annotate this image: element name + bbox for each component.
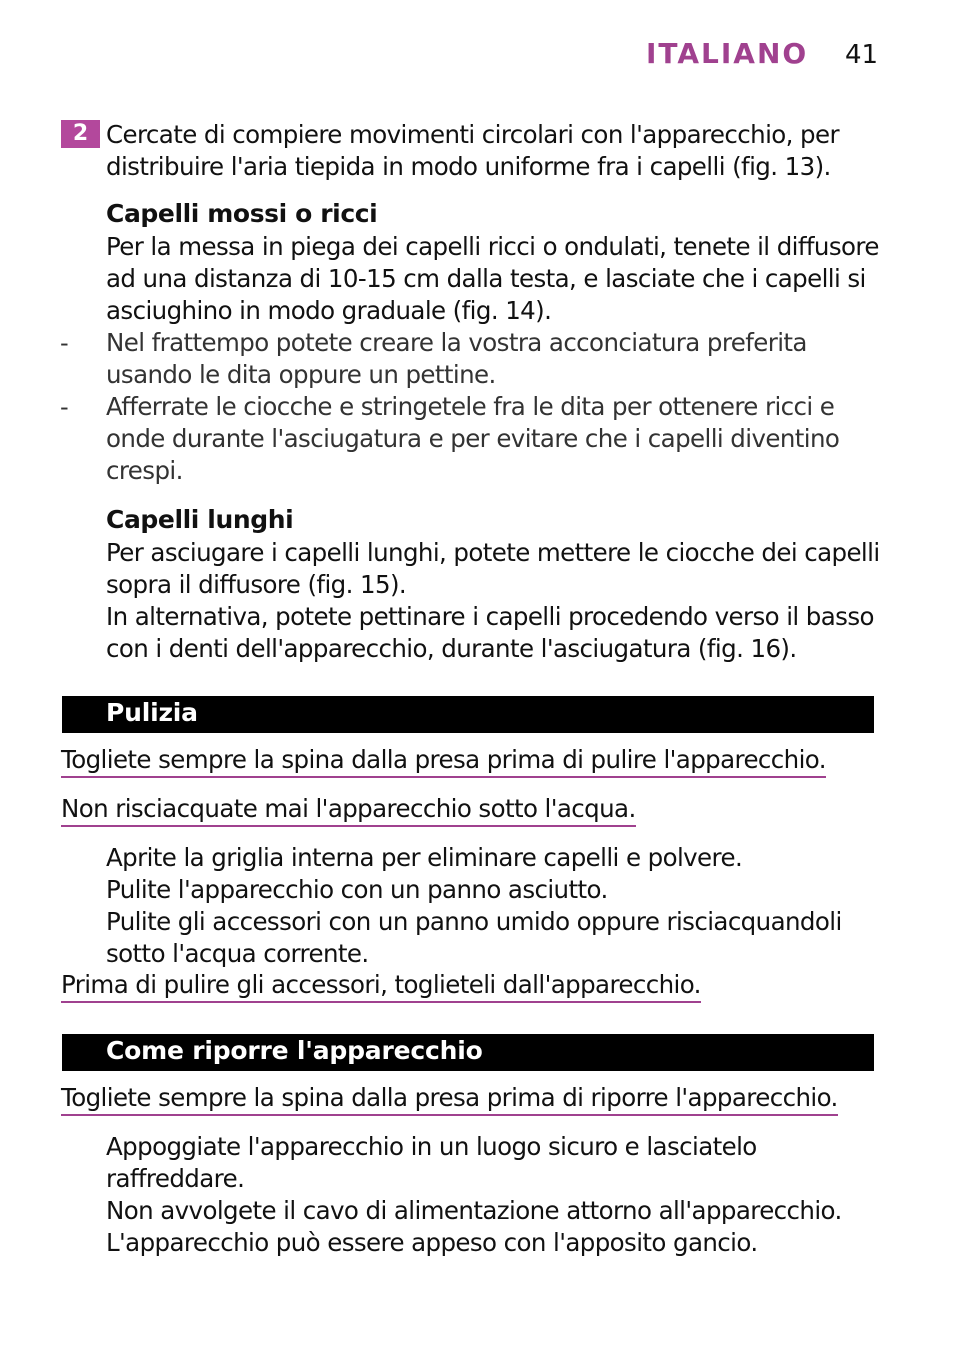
language-label: ITALIANO bbox=[646, 37, 809, 70]
storage-warning-1: Togliete sempre la spina dalla presa prima di riporre l'apparecchio. bbox=[61, 1083, 838, 1116]
wavy-hair-heading: Capelli mossi o ricci bbox=[106, 199, 378, 228]
cleaning-warning-2: Non risciacquate mai l'apparecchio sotto l'acqua. bbox=[61, 794, 636, 827]
step-2-text: Cercate di compiere movimenti circolari con l'apparecchio, per distribuire l'aria tiepida in modo uniforme fra i capelli (fig. 13). bbox=[106, 120, 839, 181]
wavy-bullet-1: Nel frattempo potete creare la vostra acconciatura preferita usando le dita oppure un pettine. bbox=[106, 328, 807, 389]
long-hair-text-1: Per asciugare i capelli lunghi, potete mettere le ciocche dei capelli sopra il diffusore (fig. 15). bbox=[106, 538, 880, 599]
storage-steps: Appoggiate l'apparecchio in un luogo sicuro e lasciatelo raffreddare. Non avvolgete il cavo di alimentazione attorno all'apparecchio. L'apparecchio può essere appeso con l'apposito gancio. bbox=[106, 1132, 842, 1257]
step-number-badge: 2 bbox=[61, 120, 100, 148]
wavy-hair-text: Per la messa in piega dei capelli ricci o ondulati, tenete il diffusore ad una distanza di 10-15 cm dalla testa, e lasciate che i capelli si asciughino in modo graduale (fig. 14). bbox=[106, 232, 879, 325]
cleaning-steps: Aprite la griglia interna per eliminare capelli e polvere. Pulite l'apparecchio con un panno asciutto. Pulite gli accessori con un panno umido oppure risciacquandoli sotto l'acqua corrente. bbox=[106, 843, 842, 968]
cleaning-warning-3: Prima di pulire gli accessori, toglieteli dall'apparecchio. bbox=[61, 970, 701, 1003]
section-bar-cleaning: Pulizia bbox=[62, 696, 874, 733]
bullet-dash: - bbox=[60, 393, 69, 421]
cleaning-warning-1: Togliete sempre la spina dalla presa prima di pulire l'apparecchio. bbox=[61, 745, 826, 778]
long-hair-heading: Capelli lunghi bbox=[106, 505, 294, 534]
section-bar-storage: Come riporre l'apparecchio bbox=[62, 1034, 874, 1071]
long-hair-text-2: In alternativa, potete pettinare i capelli procedendo verso il basso con i denti dell'apparecchio, durante l'asciugatura (fig. 16). bbox=[106, 602, 874, 663]
wavy-bullet-2: Afferrate le ciocche e stringetele fra le dita per ottenere ricci e onde durante l'asciugatura e per evitare che i capelli diventino crespi. bbox=[106, 392, 840, 485]
page-number: 41 bbox=[845, 40, 879, 70]
bullet-dash: - bbox=[60, 329, 69, 357]
